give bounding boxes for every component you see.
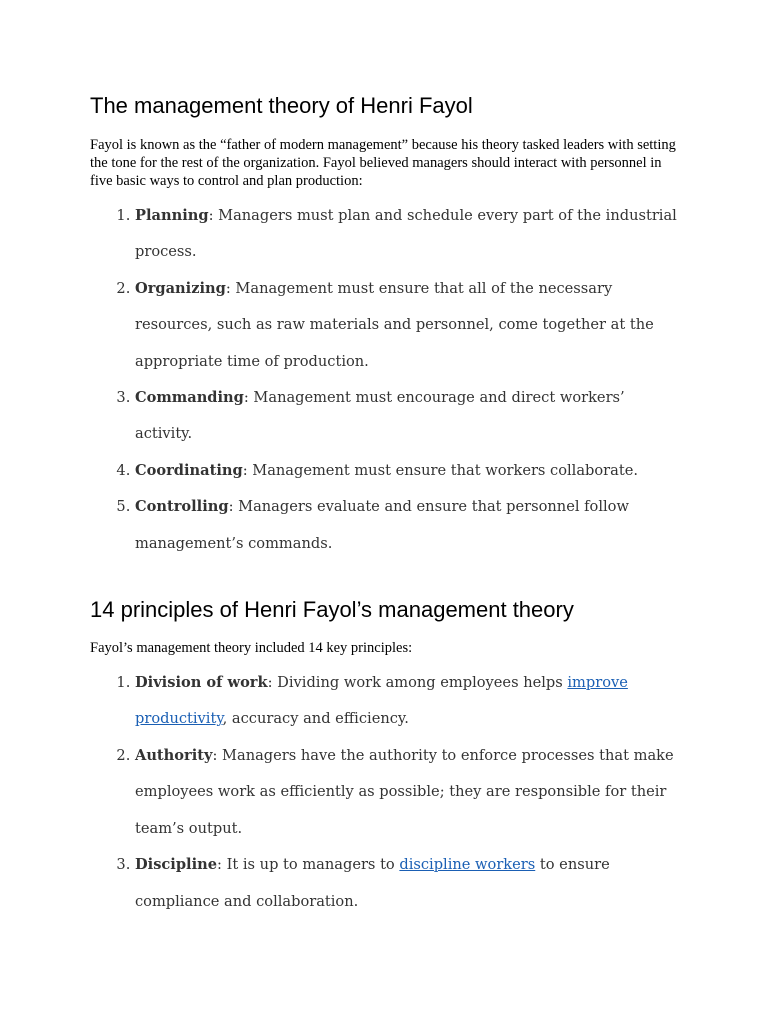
term-authority: Authority — [135, 746, 213, 764]
improve-productivity-link[interactable]: improve productivity — [135, 674, 628, 728]
section-heading-fayol-theory: The management theory of Henri Fayol — [90, 93, 473, 118]
list-item-text: , accuracy and efficiency. — [222, 710, 409, 728]
list-item-coordinating — [135, 453, 680, 489]
list-item-text: Dividing work among employees helps — [272, 674, 568, 692]
list-item-discipline — [135, 847, 680, 920]
section-intro-14-principles: Fayol’s management theory included 14 key principles: — [90, 640, 413, 657]
list-item-text: Managers must plan and schedule every part of the industrial process. — [135, 207, 677, 261]
section-intro-fayol-theory: Fayol is known as the “father of modern management” because his theory tasked leaders with setting the tone for the rest of the organization. Fayol believed managers should interact with personnel in five basic ways to control and plan production: — [90, 137, 676, 189]
discipline-workers-link[interactable]: discipline workers — [399, 856, 536, 874]
term-separator: : — [242, 461, 248, 479]
term-discipline: Discipline — [135, 856, 218, 874]
term-division-of-work: Division of work — [135, 674, 268, 692]
term-planning: Planning — [135, 207, 209, 224]
document-page — [90, 88, 680, 920]
list-item-text: to ensure compliance and collaboration. — [135, 856, 610, 910]
management-functions-list — [90, 198, 680, 562]
list-item-commanding — [135, 380, 680, 453]
term-organizing: Organizing — [135, 279, 226, 297]
list-item-text: Management must ensure that workers collaborate. — [247, 461, 638, 479]
term-separator: : — [212, 746, 218, 764]
term-separator: : — [217, 856, 222, 874]
term-coordinating: Coordinating — [135, 461, 243, 479]
term-separator: : — [225, 279, 231, 297]
list-item-text: Management must ensure that all of the necessary resources, such as raw materials and personnel, come together at the appropriate time of production. — [135, 279, 654, 370]
list-item-text: It is up to managers to — [221, 856, 400, 874]
list-item-text: Managers have the authority to enforce processes that make employees work as efficiently as possible; they are responsible for their team’s output. — [135, 746, 674, 837]
list-item-organizing — [135, 271, 680, 380]
list-item-text: Management must encourage and direct workers’ activity. — [135, 389, 625, 443]
term-separator: : — [267, 674, 273, 692]
list-item-planning — [135, 198, 680, 271]
section-heading-14-principles: 14 principles of Henri Fayol’s management theory — [90, 597, 574, 623]
term-controlling: Controlling — [135, 498, 229, 516]
term-separator: : — [228, 498, 234, 516]
list-item-controlling — [135, 489, 680, 562]
principles-list — [90, 665, 680, 920]
term-separator: : — [208, 207, 214, 224]
list-item-authority — [135, 738, 680, 847]
term-commanding: Commanding — [135, 389, 244, 407]
list-item-division-of-work — [135, 665, 680, 738]
term-separator: : — [243, 389, 249, 407]
list-item-text: Managers evaluate and ensure that personnel follow management’s commands. — [135, 498, 629, 552]
